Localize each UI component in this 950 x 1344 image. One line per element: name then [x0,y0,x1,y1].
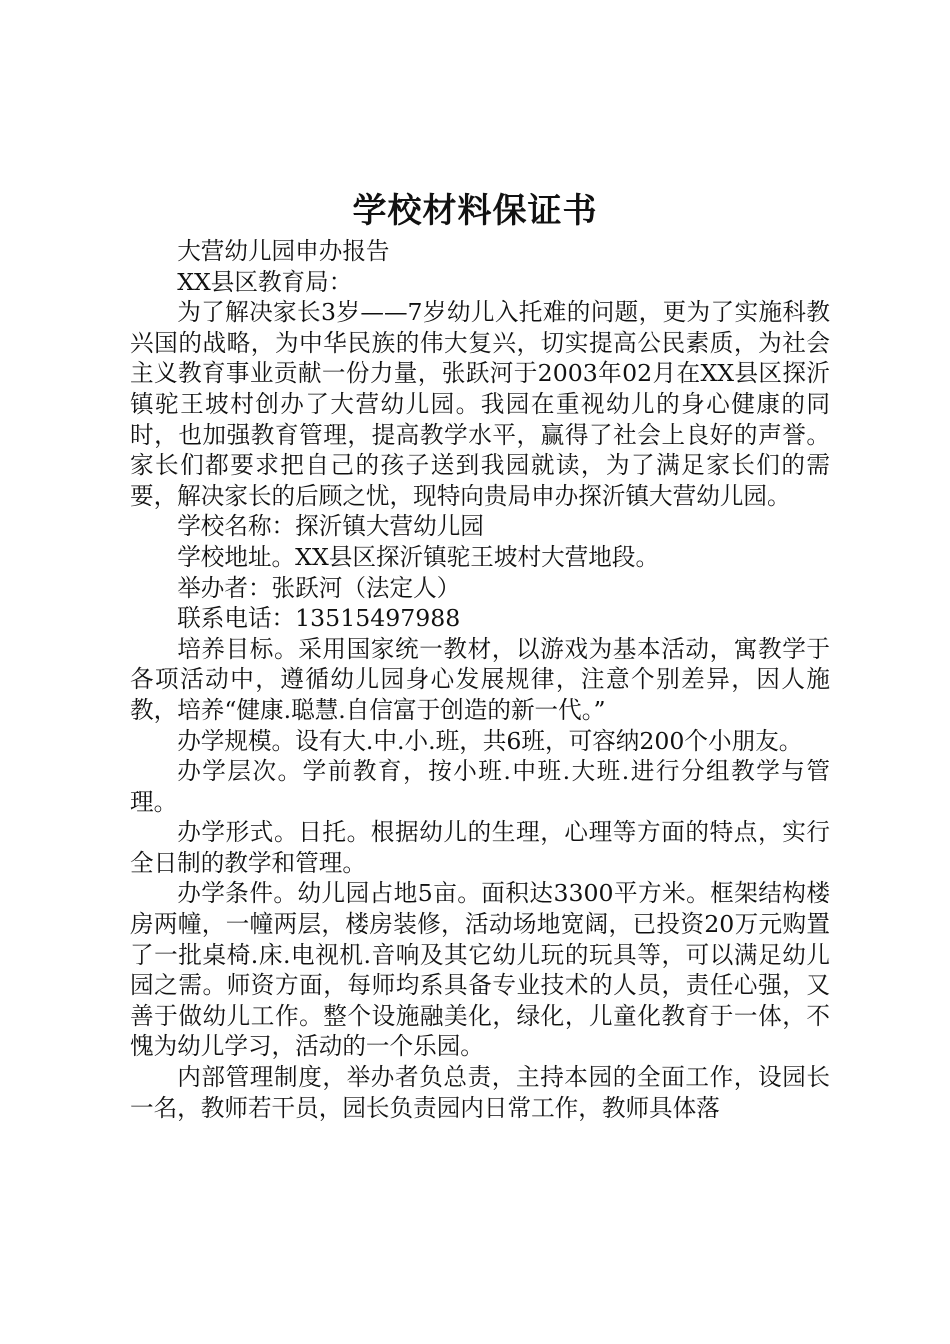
paragraph-conditions: 办学条件。幼儿园占地5亩。面积达3300平方米。框架结构楼房两幢，一幢两层，楼房装修，活动场地宽阔，已投资20万元购置了一批桌椅.床.电视机.音响及其它幼儿玩的玩具等，可以满足幼儿园之需。师资方面，每师均系具备专业技术的人员，责任心强，又善于做幼儿工作。整个设施融美化，绿化，儿童化教育于一体，不愧为幼儿学习，活动的一个乐园。 [130,879,830,1061]
paragraph-organizer: 举办者：张跃河（法定人） [177,573,461,602]
paragraph-report-heading: 大营幼儿园申办报告 [177,237,390,265]
paragraph-management: 内部管理制度，举办者负总责，主持本园的全面工作，设园长一名，教师若干员，园长负责园内日常工作，教师具体落 [130,1063,830,1122]
paragraph-phone: 联系电话：13515497988 [177,604,461,633]
paragraph-recipient: XX县区教育局： [177,267,353,296]
paragraph-form: 办学形式。日托。根据幼儿的生理，心理等方面的特点，实行全日制的教学和管理。 [130,818,830,877]
paragraph-school-address: 学校地址。XX县区探沂镇驼王坡村大营地段。 [177,542,660,571]
document-body [130,236,830,1123]
paragraph-school-name: 学校名称：探沂镇大营幼儿园 [177,512,484,541]
paragraph-introduction: 为了解决家长3岁——7岁幼儿入托难的问题，更为了实施科教兴国的战略，为中华民族的伟大复兴，切实提高公民素质，为社会主义教育事业贡献一份力量，张跃河于2003年02月在XX县区探沂镇驼王坡村创办了大营幼儿园。我园在重视幼儿的身心健康的同时，也加强教育管理，提高教学水平，赢得了社会上良好的声誉。家长们都要求把自己的孩子送到我园就读，为了满足家长们的需要，解决家长的后顾之忧，现特向贵局申办探沂镇大营幼儿园。 [130,298,830,510]
document-title: 学校材料保证书 [352,191,598,231]
paragraph-level: 办学层次。学前教育，按小班.中班.大班.进行分组教学与管理。 [130,757,830,816]
paragraph-training-goal: 培养目标。采用国家统一教材，以游戏为基本活动，寓教学于各项活动中，遵循幼儿园身心发展规律，注意个别差异，因人施教，培养“健康.聪慧.自信富于创造的新一代。” [130,634,830,724]
paragraph-scale: 办学规模。设有大.中.小.班，共6班，可容纳200个小朋友。 [177,726,803,755]
